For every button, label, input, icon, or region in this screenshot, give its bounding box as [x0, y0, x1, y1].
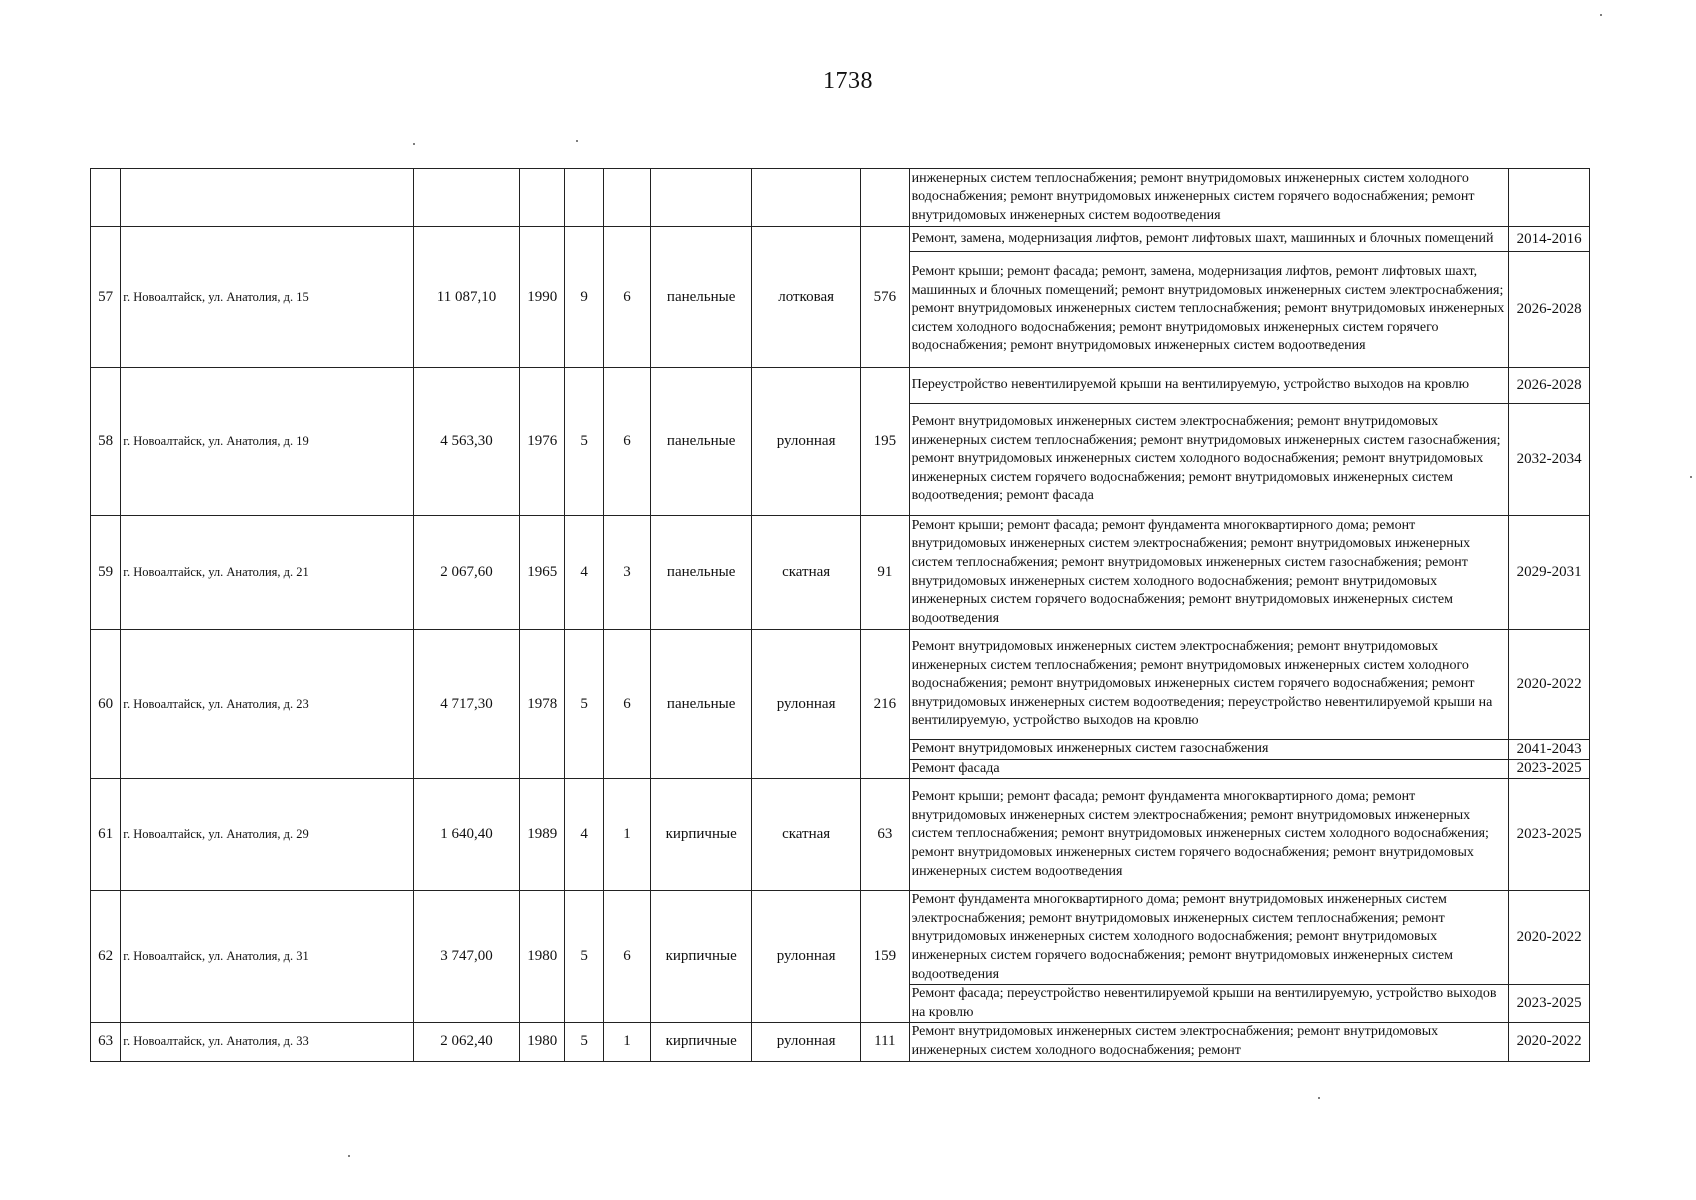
cell-floors: 4 — [565, 779, 603, 891]
scan-speck — [348, 1155, 350, 1157]
cell-area: 2 062,40 — [414, 1023, 520, 1061]
cell-roof: лотковая — [752, 227, 861, 368]
cell-floors: 5 — [565, 1023, 603, 1061]
cell-walls: кирпичные — [651, 1023, 752, 1061]
cell-work: Переустройство невентилируемой крыши на вентилируемую, устройство выходов на кровлю — [909, 368, 1509, 404]
cell-walls: кирпичные — [651, 891, 752, 1023]
table-row — [91, 1023, 1590, 1061]
cell-period: 2026-2028 — [1509, 252, 1590, 368]
cell-entrances: 1 — [603, 1023, 650, 1061]
cell-area: 11 087,10 — [414, 227, 520, 368]
cell-work: Ремонт крыши; ремонт фасада; ремонт, замена, модернизация лифтов, ремонт лифтовых шахт, машинных и блочных помещений; ремонт внутридомовых инженерных систем электроснабжения; ремонт внутридомовых инженерных систем теплоснабжения; ремонт внутридомовых инженерных систем холодного водоснабжения; ремонт внутридомовых инженерных систем горячего водоснабжения; ремонт внутридомовых инженерных систем водоотведения — [909, 252, 1509, 368]
cell-work: Ремонт внутридомовых инженерных систем электроснабжения; ремонт внутридомовых инженерных систем холодного водоснабжения; ремонт — [909, 1023, 1509, 1061]
cell-num: 59 — [91, 516, 121, 630]
cell-work: Ремонт внутридомовых инженерных систем электроснабжения; ремонт внутридомовых инженерных систем теплоснабжения; ремонт внутридомовых инженерных систем холодного водоснабжения; ремонт внутридомовых инженерных систем горячего водоснабжения; ремонт внутридомовых инженерных систем водоотведения; переустройство невентилируемой крыши на вентилируемую, устройство выходов на кровлю — [909, 630, 1509, 740]
cell-period: 2020-2022 — [1509, 1023, 1590, 1061]
cell-residents — [861, 169, 909, 227]
cell-floors: 9 — [565, 227, 603, 368]
cell-work: Ремонт фасада; переустройство невентилируемой крыши на вентилируемую, устройство выходов на кровлю — [909, 985, 1509, 1023]
cell-area: 4 717,30 — [414, 630, 520, 779]
cell-roof: рулонная — [752, 630, 861, 779]
cell-period: 2020-2022 — [1509, 630, 1590, 740]
cell-floors: 5 — [565, 630, 603, 779]
cell-year: 1978 — [519, 630, 564, 779]
cell-period: 2026-2028 — [1509, 368, 1590, 404]
cell-residents: 576 — [861, 227, 909, 368]
cell-residents: 216 — [861, 630, 909, 779]
cell-work: Ремонт крыши; ремонт фасада; ремонт фундамента многоквартирного дома; ремонт внутридомовых инженерных систем электроснабжения; ремонт внутридомовых инженерных систем теплоснабжения; ремонт внутридомовых инженерных систем газоснабжения; ремонт внутридомовых инженерных систем холодного водоснабжения; ремонт внутридомовых инженерных систем горячего водоснабжения; ремонт внутридомовых инженерных систем водоотведения — [909, 516, 1509, 630]
table-row — [91, 516, 1590, 630]
page-number: 1738 — [823, 68, 873, 94]
cell-roof: скатная — [752, 779, 861, 891]
cell-address: г. Новоалтайск, ул. Анатолия, д. 21 — [121, 516, 414, 630]
continuation-row — [91, 169, 1590, 227]
scan-speck — [1690, 476, 1692, 478]
cell-work: инженерных систем теплоснабжения; ремонт внутридомовых инженерных систем холодного водоснабжения; ремонт внутридомовых инженерных систем горячего водоснабжения; ремонт внутридомовых инженерных систем водоотведения — [909, 169, 1509, 227]
housing-repair-table — [90, 168, 1590, 1062]
cell-period: 2032-2034 — [1509, 404, 1590, 516]
cell-year: 1989 — [519, 779, 564, 891]
cell-num — [91, 169, 121, 227]
cell-period: 2014-2016 — [1509, 227, 1590, 252]
table-row — [91, 227, 1590, 252]
cell-year: 1980 — [519, 891, 564, 1023]
cell-work: Ремонт крыши; ремонт фасада; ремонт фундамента многоквартирного дома; ремонт внутридомовых инженерных систем электроснабжения; ремонт внутридомовых инженерных систем теплоснабжения; ремонт внутридомовых инженерных систем холодного водоснабжения; ремонт внутридомовых инженерных систем горячего водоснабжения; ремонт внутридомовых инженерных систем водоотведения — [909, 779, 1509, 891]
cell-num: 62 — [91, 891, 121, 1023]
cell-floors: 5 — [565, 891, 603, 1023]
cell-year: 1990 — [519, 227, 564, 368]
cell-address: г. Новоалтайск, ул. Анатолия, д. 31 — [121, 891, 414, 1023]
cell-roof — [752, 169, 861, 227]
cell-walls: кирпичные — [651, 779, 752, 891]
cell-num: 63 — [91, 1023, 121, 1061]
cell-area: 1 640,40 — [414, 779, 520, 891]
table-row — [91, 779, 1590, 891]
table-row — [91, 368, 1590, 404]
cell-period: 2029-2031 — [1509, 516, 1590, 630]
cell-address: г. Новоалтайск, ул. Анатолия, д. 23 — [121, 630, 414, 779]
cell-num: 61 — [91, 779, 121, 891]
cell-area: 2 067,60 — [414, 516, 520, 630]
cell-residents: 91 — [861, 516, 909, 630]
cell-roof: скатная — [752, 516, 861, 630]
cell-num: 57 — [91, 227, 121, 368]
cell-year: 1980 — [519, 1023, 564, 1061]
cell-walls — [651, 169, 752, 227]
cell-year — [519, 169, 564, 227]
table-body — [91, 169, 1590, 1062]
cell-area: 3 747,00 — [414, 891, 520, 1023]
cell-num: 58 — [91, 368, 121, 516]
cell-address: г. Новоалтайск, ул. Анатолия, д. 29 — [121, 779, 414, 891]
table-row — [91, 891, 1590, 985]
cell-walls: панельные — [651, 516, 752, 630]
scan-speck — [413, 143, 415, 145]
cell-walls: панельные — [651, 630, 752, 779]
cell-year: 1965 — [519, 516, 564, 630]
cell-work: Ремонт фасада — [909, 759, 1509, 779]
cell-residents: 195 — [861, 368, 909, 516]
cell-walls: панельные — [651, 227, 752, 368]
cell-residents: 111 — [861, 1023, 909, 1061]
cell-address — [121, 169, 414, 227]
cell-residents: 159 — [861, 891, 909, 1023]
cell-area — [414, 169, 520, 227]
scan-speck — [576, 140, 578, 142]
table-row — [91, 630, 1590, 740]
cell-area: 4 563,30 — [414, 368, 520, 516]
cell-work: Ремонт внутридомовых инженерных систем газоснабжения — [909, 740, 1509, 760]
cell-period: 2023-2025 — [1509, 779, 1590, 891]
cell-period — [1509, 169, 1590, 227]
cell-entrances: 6 — [603, 227, 650, 368]
cell-period: 2023-2025 — [1509, 759, 1590, 779]
cell-address: г. Новоалтайск, ул. Анатолия, д. 19 — [121, 368, 414, 516]
cell-floors — [565, 169, 603, 227]
cell-roof: рулонная — [752, 1023, 861, 1061]
cell-entrances: 1 — [603, 779, 650, 891]
cell-entrances — [603, 169, 650, 227]
cell-period: 2023-2025 — [1509, 985, 1590, 1023]
cell-address: г. Новоалтайск, ул. Анатолия, д. 15 — [121, 227, 414, 368]
cell-work: Ремонт, замена, модернизация лифтов, ремонт лифтовых шахт, машинных и блочных помещений — [909, 227, 1509, 252]
cell-period: 2020-2022 — [1509, 891, 1590, 985]
cell-year: 1976 — [519, 368, 564, 516]
cell-period: 2041-2043 — [1509, 740, 1590, 760]
cell-floors: 4 — [565, 516, 603, 630]
cell-num: 60 — [91, 630, 121, 779]
cell-walls: панельные — [651, 368, 752, 516]
cell-address: г. Новоалтайск, ул. Анатолия, д. 33 — [121, 1023, 414, 1061]
cell-residents: 63 — [861, 779, 909, 891]
cell-entrances: 6 — [603, 891, 650, 1023]
cell-work: Ремонт внутридомовых инженерных систем электроснабжения; ремонт внутридомовых инженерных систем теплоснабжения; ремонт внутридомовых инженерных систем газоснабжения; ремонт внутридомовых инженерных систем холодного водоснабжения; ремонт внутридомовых инженерных систем горячего водоснабжения; ремонт внутридомовых инженерных систем водоотведения; ремонт фасада — [909, 404, 1509, 516]
cell-entrances: 6 — [603, 368, 650, 516]
cell-entrances: 6 — [603, 630, 650, 779]
cell-roof: рулонная — [752, 891, 861, 1023]
cell-floors: 5 — [565, 368, 603, 516]
cell-roof: рулонная — [752, 368, 861, 516]
cell-work: Ремонт фундамента многоквартирного дома; ремонт внутридомовых инженерных систем электроснабжения; ремонт внутридомовых инженерных систем теплоснабжения; ремонт внутридомовых инженерных систем холодного водоснабжения; ремонт внутридомовых инженерных систем горячего водоснабжения; ремонт внутридомовых инженерных систем водоотведения — [909, 891, 1509, 985]
cell-entrances: 3 — [603, 516, 650, 630]
scan-speck — [1318, 1097, 1320, 1099]
scan-speck — [1600, 14, 1602, 16]
